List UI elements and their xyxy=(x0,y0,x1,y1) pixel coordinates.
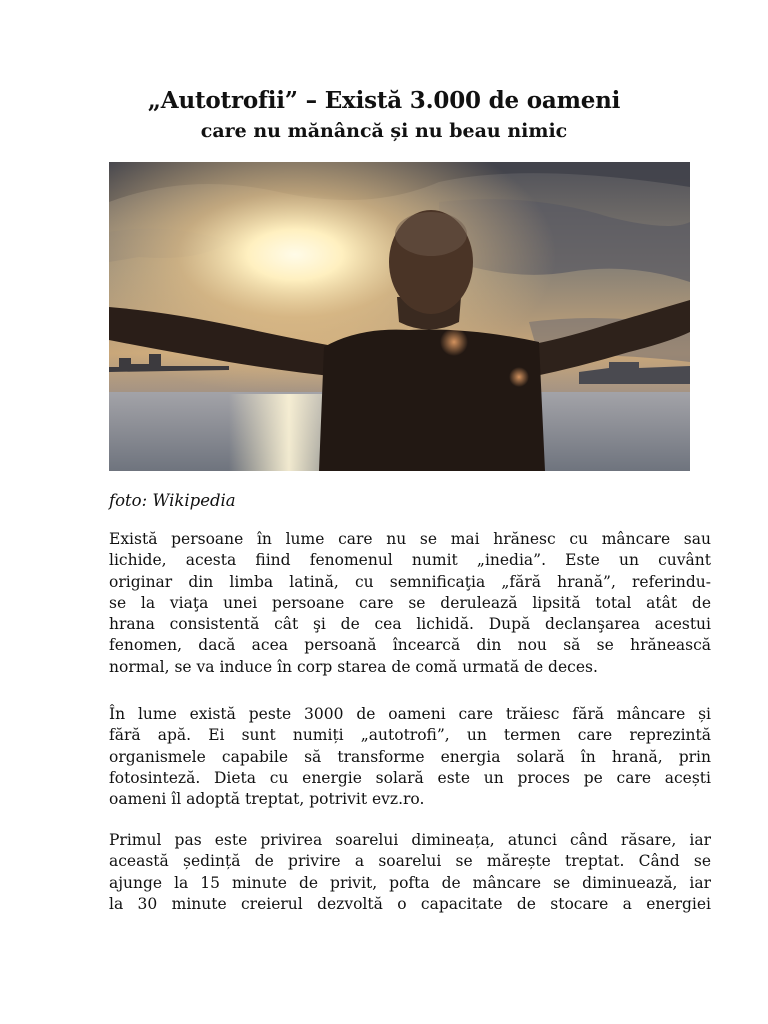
article-subtitle: care nu mănâncă și nu beau nimic xyxy=(200,120,568,142)
paragraph-line: fără apă. Ei sunt numiți „autotrofi”, un termen care reprezintă xyxy=(109,726,711,745)
paragraph-line: Există persoane în lume care nu se mai hrănesc cu mâncare sau xyxy=(109,530,711,548)
paragraph-3 xyxy=(109,830,711,915)
paragraph-line: Primul pas este privirea soarelui dimineața, atunci când răsare, iar xyxy=(109,831,711,849)
paragraph-line: această ședință de privire a soarelui se mărește treptat. Când se xyxy=(109,852,711,871)
paragraph-line: În lume există peste 3000 de oameni care trăiesc fără mâncare și xyxy=(109,705,711,723)
paragraph-line: fotosinteză. Dieta cu energie solară este un proces pe care acești xyxy=(109,768,711,787)
paragraph-line: se la viaţa unei persoane care se derulează lipsită total atât de xyxy=(109,593,711,612)
paragraph-line: organismele capabile să transforme energia solară în hrană, prin xyxy=(109,747,711,766)
paragraph-line: hrana consistentă cât şi de cea lichidă. După declanşarea acestui xyxy=(109,615,711,634)
photo-caption: foto: Wikipedia xyxy=(109,491,236,510)
article-title: „Autotrofii” – Există 3.000 de oameni xyxy=(147,87,621,114)
paragraph-line: originar din limba latină, cu semnificaţia „fără hrană”, referindu- xyxy=(109,572,711,591)
sunset-photo-illustration xyxy=(109,162,690,471)
article-photo xyxy=(109,162,690,471)
paragraph-line: lichide, acesta fiind fenomenul numit „inedia”. Este un cuvânt xyxy=(109,551,711,570)
paragraph-line: la 30 minute creierul dezvoltă o capacitate de stocare a energiei xyxy=(109,894,711,913)
paragraph-line: ajunge la 15 minute de privit, pofta de mâncare se diminuează, iar xyxy=(109,873,711,892)
paragraph-line: normal, se va induce în corp starea de comă urmată de deces. xyxy=(109,657,598,676)
paragraph-line: fenomen, dacă acea persoană încearcă din nou să se hrănească xyxy=(109,636,711,655)
paragraph-line: oameni îl adoptă treptat, potrivit evz.ro. xyxy=(109,790,425,809)
paragraph-1 xyxy=(109,529,711,678)
paragraph-2 xyxy=(109,704,711,810)
